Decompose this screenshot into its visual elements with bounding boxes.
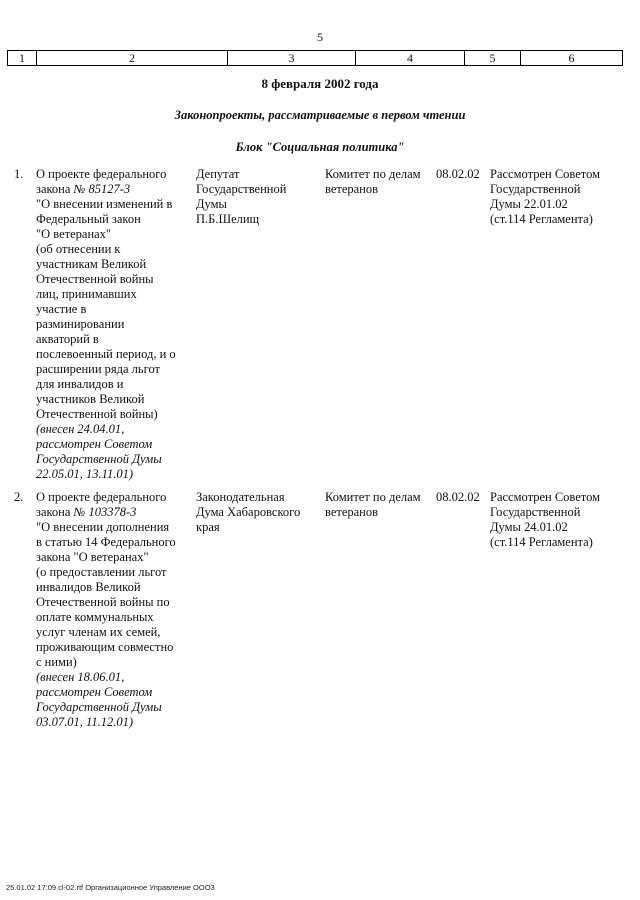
date-heading: 8 февраля 2002 года xyxy=(261,76,379,91)
bill-number: № 85127-3 xyxy=(73,182,131,196)
section-heading: Законопроекты, рассматриваемые в первом чтении xyxy=(174,108,466,122)
bill-status: Рассмотрен Советом Государственной Думы 24.01.02 (ст.114 Регламента) xyxy=(490,490,601,549)
bill-committee: Комитет по делам ветеранов xyxy=(325,167,421,196)
bill-number: № 103378-3 xyxy=(73,505,137,519)
bill-title xyxy=(36,167,194,482)
bill-title-text: О проекте федерального закона xyxy=(36,167,167,196)
page-number: 5 xyxy=(317,30,323,44)
column-number: 6 xyxy=(520,51,622,65)
bill-title-text: О проекте федерального закона xyxy=(36,490,167,519)
column-number: 2 xyxy=(36,51,227,65)
document-footer: 25.01.02 17:09 cl-02.rtf Организационное Управление ООО3 xyxy=(6,883,215,892)
bill-description: "О внесении дополнения в статью 14 Федерального закона "О ветеранах" (о предоставлении льгот инвалидов Великой Отечественной войны по оплате коммунальных услуг членам их семей, проживающим совместно с ними) xyxy=(36,520,176,669)
column-number: 3 xyxy=(227,51,355,65)
bill-note: (внесен 18.06.01, рассмотрен Советом Государственной Думы 03.07.01, 11.12.01) xyxy=(36,670,162,729)
bill-description: "О внесении изменений в Федеральный закон "О ветеранах" (об отнесении к участникам Великой Отечественной войны лиц, принимавших участие в разминировании акваторий в послевоенный период, и о расширении ряда льгот для инвалидов и участников Великой Отечественной войны) xyxy=(36,197,176,421)
column-number: 5 xyxy=(464,51,520,65)
column-number-header xyxy=(7,50,623,66)
entry-number: 2. xyxy=(14,490,24,504)
bill-committee: Комитет по делам ветеранов xyxy=(325,490,421,519)
bill-date: 08.02.02 xyxy=(436,167,480,181)
block-heading: Блок "Социальная политика" xyxy=(235,140,405,154)
bill-author: Законодательная Дума Хабаровского края xyxy=(196,490,301,534)
bill-date: 08.02.02 xyxy=(436,490,480,504)
column-number: 1 xyxy=(19,51,25,65)
bill-title xyxy=(36,490,194,730)
bill-author: Депутат Государственной Думы П.Б.Шелищ xyxy=(196,167,287,226)
bill-note: (внесен 24.04.01, рассмотрен Советом Государственной Думы 22.05.01, 13.11.01) xyxy=(36,422,162,481)
bill-status: Рассмотрен Советом Государственной Думы 22.01.02 (ст.114 Регламента) xyxy=(490,167,601,226)
entry-number: 1. xyxy=(14,167,24,181)
column-number: 4 xyxy=(355,51,464,65)
